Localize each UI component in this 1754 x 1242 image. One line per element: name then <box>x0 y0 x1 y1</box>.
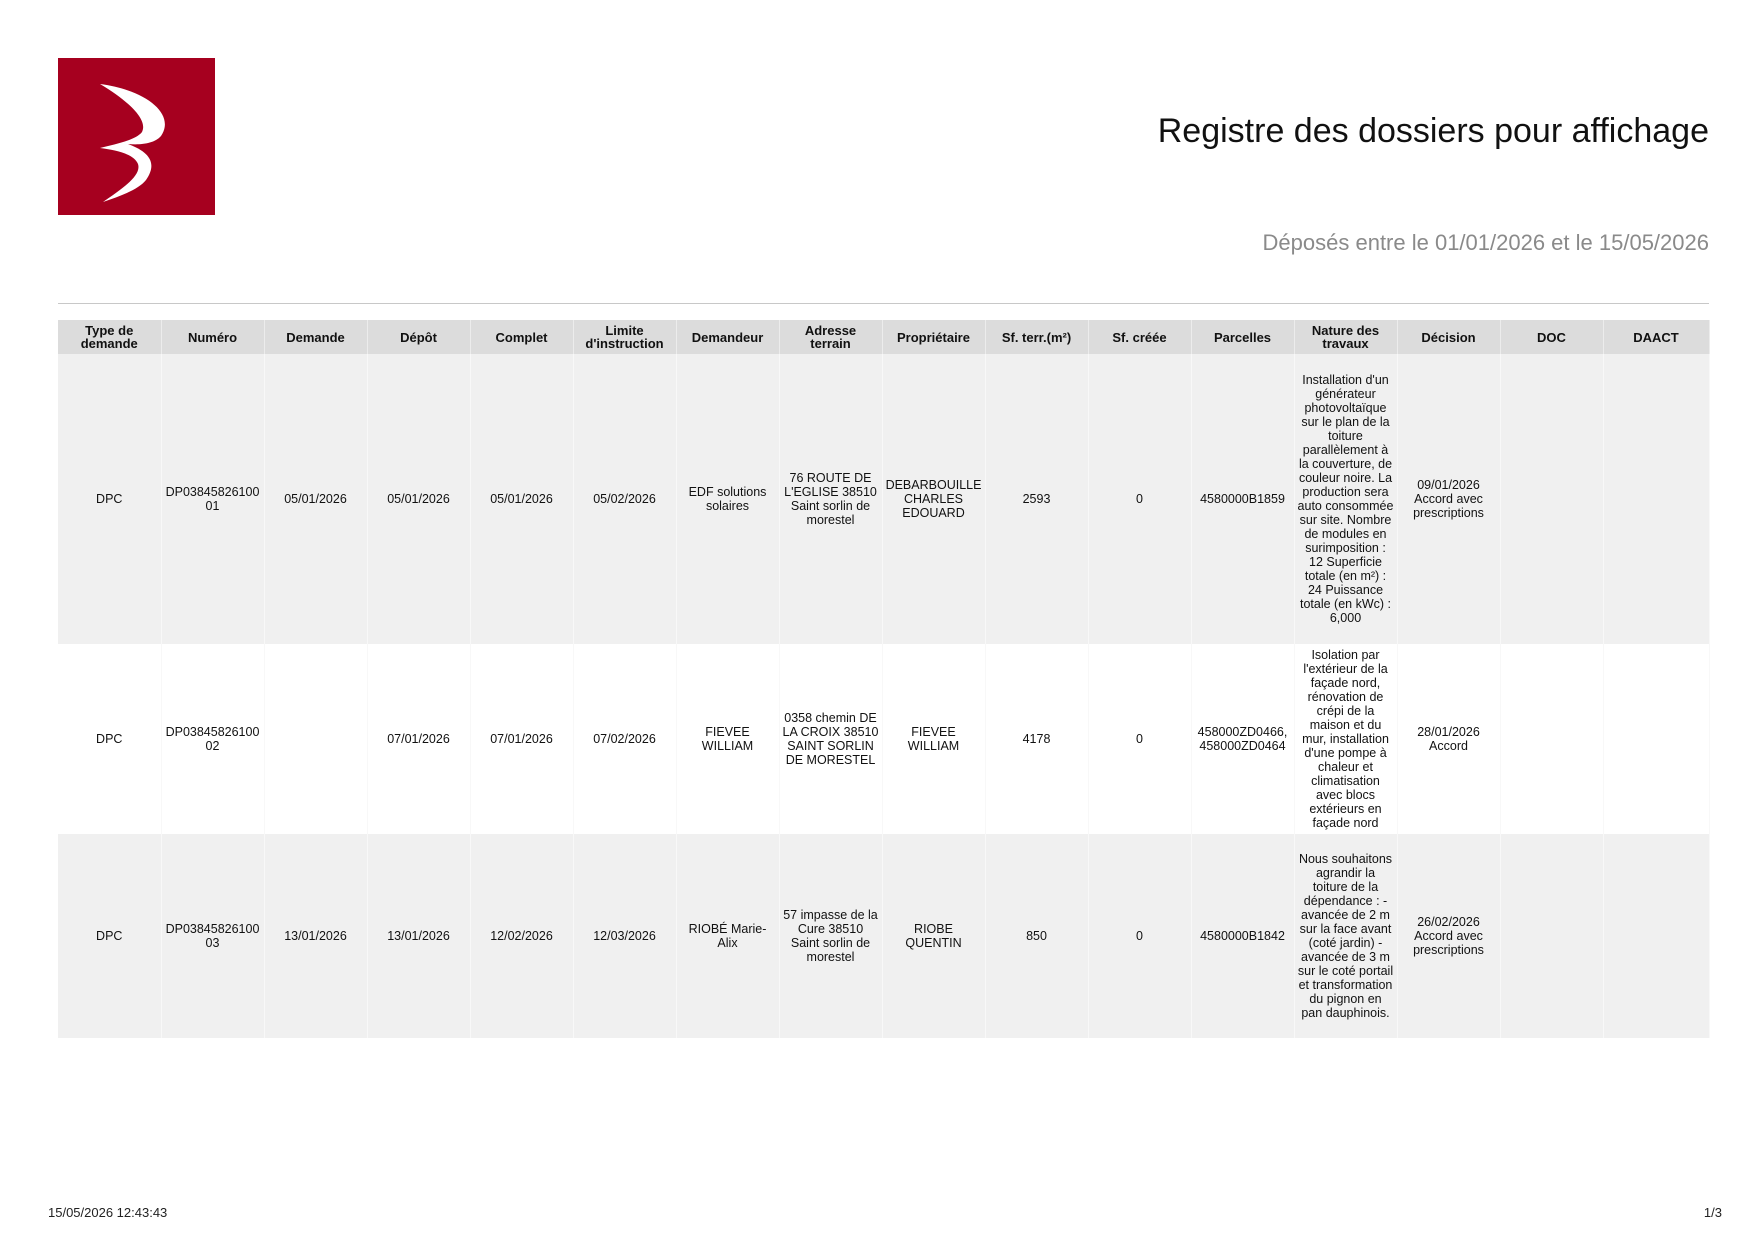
table-cell: 0 <box>1088 644 1191 834</box>
table-cell: 12/03/2026 <box>573 834 676 1038</box>
column-header: Parcelles <box>1191 320 1294 354</box>
table-cell: 26/02/2026 Accord avec prescriptions <box>1397 834 1500 1038</box>
swallow-bird-icon <box>58 58 215 215</box>
print-timestamp: 15/05/2026 12:43:43 <box>48 1205 168 1220</box>
table-cell: 05/01/2026 <box>264 354 367 644</box>
column-header: Numéro <box>161 320 264 354</box>
column-header: Adresse terrain <box>779 320 882 354</box>
column-header: Sf. créée <box>1088 320 1191 354</box>
page-title: Registre des dossiers pour affichage <box>1157 112 1709 150</box>
table-cell <box>1603 644 1709 834</box>
table-cell: 12/02/2026 <box>470 834 573 1038</box>
table-cell: 0 <box>1088 354 1191 644</box>
table-cell: DEBARBOUILLE CHARLES EDOUARD <box>882 354 985 644</box>
table-cell: DPC <box>58 834 161 1038</box>
table-cell: 05/01/2026 <box>470 354 573 644</box>
table-cell <box>1603 354 1709 644</box>
table-cell: 05/01/2026 <box>367 354 470 644</box>
table-cell: Isolation par l'extérieur de la façade nord, rénovation de crépi de la maison et du mur, installation d'une pompe à chaleur et climatisation avec blocs extérieurs en façade nord <box>1294 644 1397 834</box>
table-cell: 05/02/2026 <box>573 354 676 644</box>
table-cell: RIOBE QUENTIN <box>882 834 985 1038</box>
column-header: Décision <box>1397 320 1500 354</box>
table-cell: 850 <box>985 834 1088 1038</box>
header-divider <box>58 303 1709 304</box>
column-header: Dépôt <box>367 320 470 354</box>
table-cell: 76 ROUTE DE L'EGLISE 38510 Saint sorlin de morestel <box>779 354 882 644</box>
table-cell: 2593 <box>985 354 1088 644</box>
column-header: Complet <box>470 320 573 354</box>
table-cell: 4178 <box>985 644 1088 834</box>
table-cell: 458000ZD0466, 458000ZD0464 <box>1191 644 1294 834</box>
table-row <box>58 834 1709 1038</box>
table-cell: 13/01/2026 <box>264 834 367 1038</box>
column-header: Demande <box>264 320 367 354</box>
table-cell: Installation d'un générateur photovoltaïque sur le plan de la toiture parallèlement à la couverture, de couleur noire. La production sera auto consommée sur site. Nombre de modules en surimposition : 12 Superficie totale (en m²) : 24 Puissance totale (en kWc) : 6,000 <box>1294 354 1397 644</box>
column-header: Propriétaire <box>882 320 985 354</box>
page-number: 1/3 <box>1703 1205 1722 1220</box>
table-cell: 28/01/2026 Accord <box>1397 644 1500 834</box>
table-row <box>58 354 1709 644</box>
column-header: DAACT <box>1603 320 1709 354</box>
table-cell: 13/01/2026 <box>367 834 470 1038</box>
table-cell: EDF solutions solaires <box>676 354 779 644</box>
table-row <box>58 644 1709 834</box>
table-cell: DP0384582610001 <box>161 354 264 644</box>
table-cell <box>1500 644 1603 834</box>
table-cell: Nous souhaitons agrandir la toiture de la dépendance : - avancée de 2 m sur la face avant (coté jardin) - avancée de 3 m sur le coté portail et transformation du pignon en pan dauphinois. <box>1294 834 1397 1038</box>
date-range-subtitle: Déposés entre le 01/01/2026 et le 15/05/2026 <box>1262 230 1709 255</box>
column-header: Nature des travaux <box>1294 320 1397 354</box>
table-cell <box>1603 834 1709 1038</box>
table-cell: FIEVEE WILLIAM <box>676 644 779 834</box>
table-cell: 4580000B1859 <box>1191 354 1294 644</box>
table-cell: RIOBÉ Marie-Alix <box>676 834 779 1038</box>
table-cell: DPC <box>58 644 161 834</box>
column-header: Limite d'instruction <box>573 320 676 354</box>
table-cell: DPC <box>58 354 161 644</box>
table-cell: 07/01/2026 <box>470 644 573 834</box>
table-cell: 57 impasse de la Cure 38510 Saint sorlin de morestel <box>779 834 882 1038</box>
table-cell <box>1500 834 1603 1038</box>
table-cell: DP0384582610003 <box>161 834 264 1038</box>
column-header: Sf. terr.(m²) <box>985 320 1088 354</box>
table-cell <box>1500 354 1603 644</box>
column-header: DOC <box>1500 320 1603 354</box>
table-cell: 4580000B1842 <box>1191 834 1294 1038</box>
table-cell: 09/01/2026 Accord avec prescriptions <box>1397 354 1500 644</box>
column-header: Demandeur <box>676 320 779 354</box>
table-cell: 0358 chemin DE LA CROIX 38510 SAINT SORLIN DE MORESTEL <box>779 644 882 834</box>
column-header: Type de demande <box>58 320 161 354</box>
table-header-row <box>58 320 1709 354</box>
table-cell: DP0384582610002 <box>161 644 264 834</box>
table-cell: FIEVEE WILLIAM <box>882 644 985 834</box>
table-cell: 0 <box>1088 834 1191 1038</box>
register-table <box>58 320 1710 1038</box>
table-cell: 07/02/2026 <box>573 644 676 834</box>
table-cell: 07/01/2026 <box>367 644 470 834</box>
table-cell <box>264 644 367 834</box>
logo <box>58 58 215 215</box>
